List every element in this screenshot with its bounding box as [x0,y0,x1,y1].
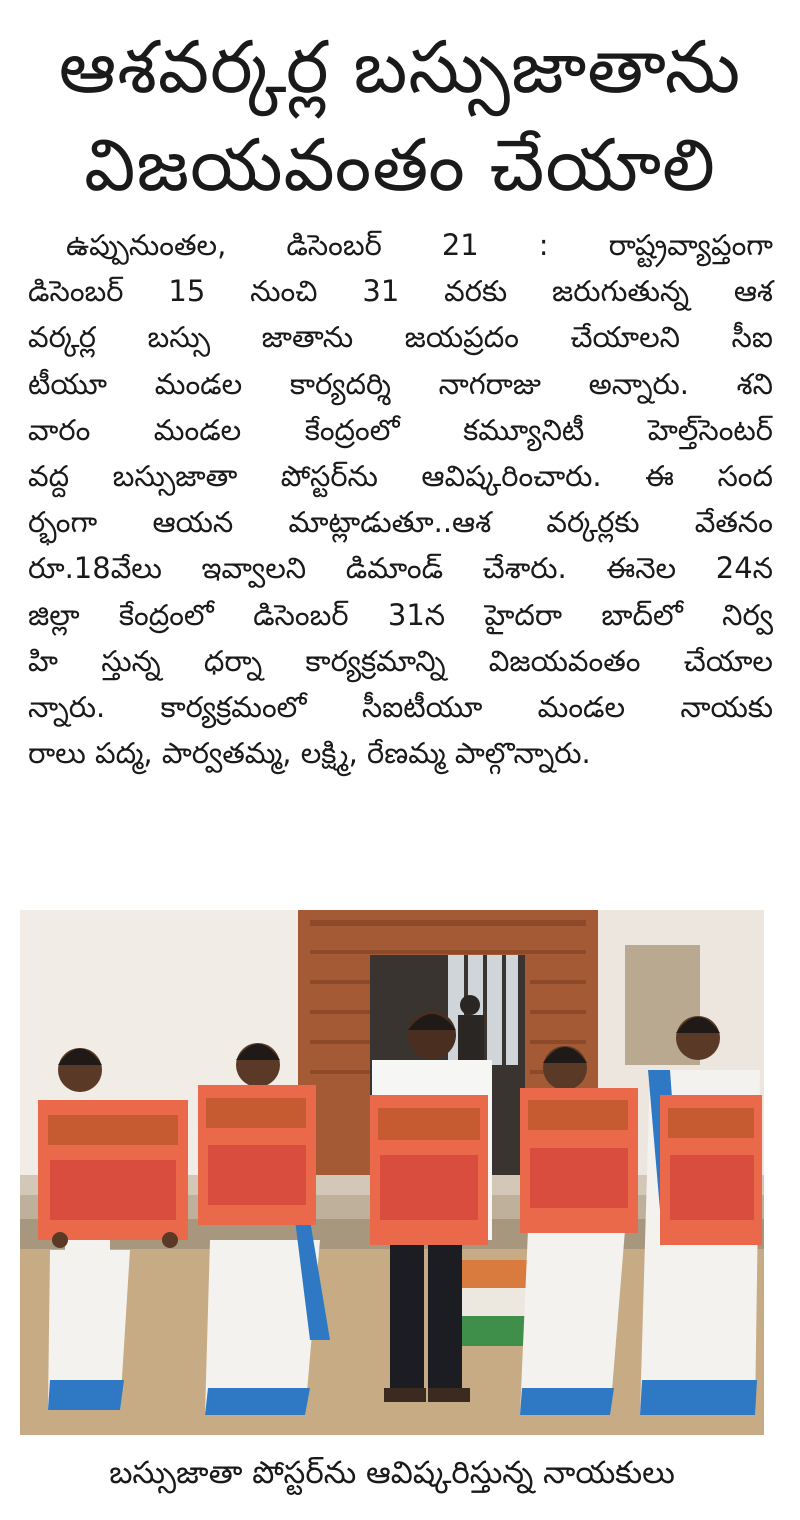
article-line: రాలు పద్మ, పార్వతమ్మ, లక్ష్మి, రేణమ్మ పాల్గొన్నారు. [28,736,591,771]
photo-caption: బస్సుజాతా పోస్టర్‌ను ఆవిష్కరిస్తున్న నాయకులు [109,1455,675,1491]
news-photo [20,910,764,1435]
headline-line-2: విజయవంతం చేయాలి [84,123,716,207]
article-line: వద్ద బస్సుజాతా పోస్టర్‌ను ఆవిష్కరించారు. ఈ సంద [28,459,773,494]
article-line: ఉప్పునుంతల, డిసెంబర్ 21 : రాష్ట్రవ్యాప్తంగా [66,228,773,262]
article-line: హి స్తున్న ధర్నా కార్యక్రమాన్ని విజయవంతం చేయాల [28,643,773,678]
news-photo-illustration [20,910,764,1435]
article-line: రూ.18వేలు ఇవ్వాలని డిమాండ్ చేశారు. ఈనెల 24న [28,551,773,586]
article-line: న్నారు. కార్యక్రమంలో సీఐటీయూ మండల నాయకు [28,690,773,725]
article-body [28,222,773,776]
article-line: ర్భంగా ఆయన మాట్లాడుతూ..ఆశ వర్కర్లకు వేతనం [28,505,773,540]
article-line: డిసెంబర్ 15 నుంచి 31 వరకు జరుగుతున్న ఆశ [28,274,773,309]
article-line: వర్కర్ల బస్సు జాతాను జయప్రదం చేయాలని సీఐ [28,320,773,355]
headline [10,18,790,214]
article-line: టీయూ మండల కార్యదర్శి నాగరాజు అన్నారు. శని [28,366,773,401]
article-line: జిల్లా కేంద్రంలో డిసెంబర్ 31న హైదరా బాద్‌లో నిర్వ [28,597,773,632]
article-line: వారం మండల కేంద్రంలో కమ్యూనిటీ హెల్త్‌సెంటర్ [28,412,773,447]
headline-line-1: ఆశవర్కర్ల బస్సుజాతాను [58,25,742,109]
